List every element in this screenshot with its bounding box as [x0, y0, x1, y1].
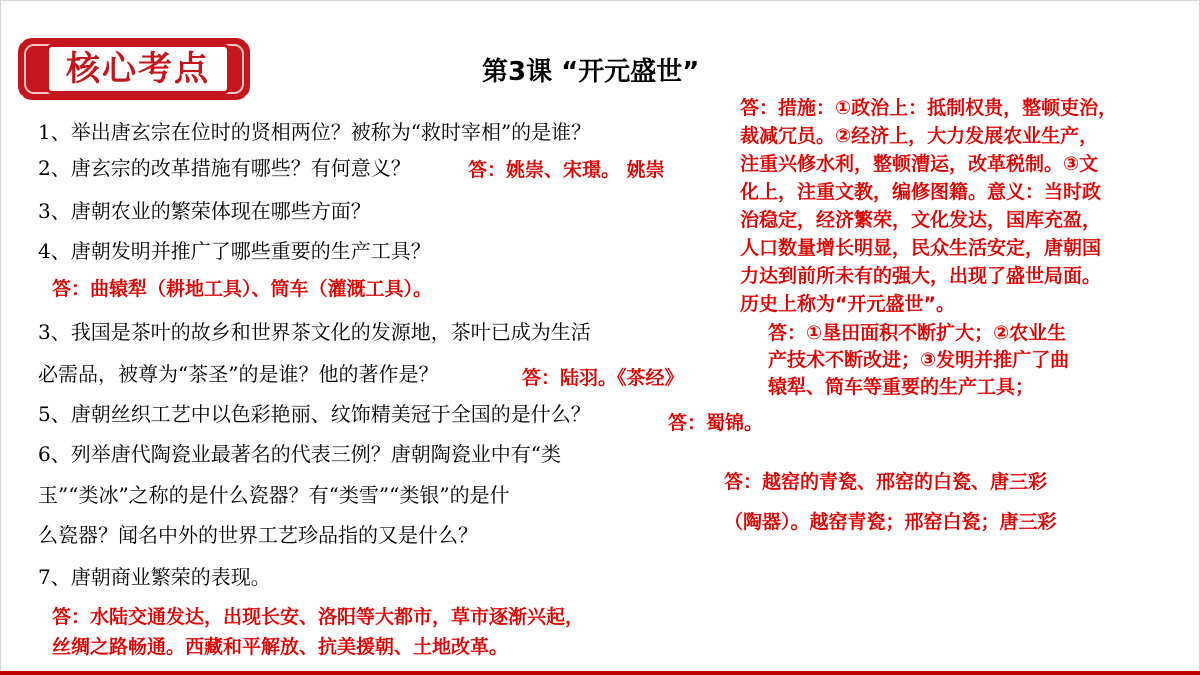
- badge-corner-ornament: [244, 34, 254, 44]
- question-7-line-3: 么瓷器？闻名中外的世界工艺珍品指的又是什么？: [38, 523, 478, 547]
- answer-2-line: 注重兴修水利，整顿漕运，改革税制。③文: [740, 153, 1099, 175]
- answer-8-line: 答：水陆交通发达，出现长安、洛阳等大都市，草市逐渐兴起，: [52, 606, 585, 628]
- answer-3-line: 答：①垦田面积不断扩大；②农业生: [768, 322, 1067, 344]
- answer-7-line: 答：越窑的青瓷、邢窑的白瓷、唐三彩: [724, 471, 1048, 493]
- answer-6: 答：蜀锦。: [668, 412, 764, 434]
- answer-7-block: [724, 462, 1057, 542]
- answer-2-line: 力达到前所未有的强大，出现了盛世局面。: [740, 265, 1102, 287]
- badge-corner-ornament: [14, 34, 24, 44]
- section-badge-title: 核心考点: [46, 44, 230, 94]
- question-8: 7、唐朝商业繁荣的表现。: [38, 565, 271, 589]
- answer-2-line: 答：措施：①政治上：抵制权贵，整顿吏治，: [740, 97, 1118, 119]
- question-4: 4、唐朝发明并推广了哪些重要的生产工具？: [38, 239, 431, 263]
- question-1: 1、举出唐玄宗在位时的贤相两位？被称为“救时宰相”的是谁？: [38, 120, 592, 144]
- answer-2-line: 化上，注重文教，编修图籍。意义：当时政: [740, 181, 1102, 203]
- question-2: 2、唐玄宗的改革措施有哪些？有何意义？: [38, 156, 411, 180]
- answer-3-line: 辕犁、筒车等重要的生产工具；: [768, 376, 1035, 398]
- answer-8-block: [52, 602, 584, 662]
- question-7-line-2: 玉”“类冰”之称的是什么瓷器？有“类雪”“类银”的是什: [38, 483, 510, 507]
- answer-3-line: 产技术不断改进；③发明并推广了曲: [768, 349, 1070, 371]
- answer-4: 答：曲辕犁（耕地工具）、筒车（灌溉工具）。: [52, 278, 433, 300]
- answer-2-line: 治稳定，经济繁荣，文化发达，国库充盈，: [740, 209, 1102, 231]
- answer-2-line: 裁减冗员。②经济上，大力发展农业生产，: [740, 125, 1099, 147]
- question-5-line-2: 必需品，被尊为“茶圣”的是谁？他的著作是？: [38, 362, 439, 386]
- bottom-accent-bar: [0, 671, 1200, 675]
- answer-2-block: [740, 94, 1117, 318]
- answer-5: 答：陆羽。《茶经》: [522, 367, 684, 389]
- answer-1: 答：姚崇、宋璟。 姚崇: [468, 159, 665, 181]
- answer-7-line: （陶器）。越窑青瓷；邢窑白瓷；唐三彩: [724, 511, 1057, 533]
- badge-corner-ornament: [14, 94, 24, 104]
- answer-3-block: [768, 320, 1069, 401]
- answer-2-line: 历史上称为“开元盛世”。: [740, 293, 955, 315]
- question-3: 3、唐朝农业的繁荣体现在哪些方面？: [38, 199, 371, 223]
- badge-corner-ornament: [244, 94, 254, 104]
- answer-8-line: 丝绸之路畅通。西藏和平解放、抗美援朝、土地改革。: [52, 636, 509, 658]
- question-5-line-1: 3、我国是茶叶的故乡和世界茶文化的发源地，茶叶已成为生活: [38, 320, 591, 344]
- question-7-line-1: 6、列举唐代陶瓷业最著名的代表三例？唐朝陶瓷业中有“类: [38, 442, 561, 466]
- answer-2-line: 人口数量增长明显，民众生活安定，唐朝国: [740, 237, 1102, 259]
- question-6: 5、唐朝丝织工艺中以色彩艳丽、纹饰精美冠于全国的是什么？: [38, 402, 591, 426]
- lesson-title: 第3课 “开元盛世”: [482, 57, 700, 87]
